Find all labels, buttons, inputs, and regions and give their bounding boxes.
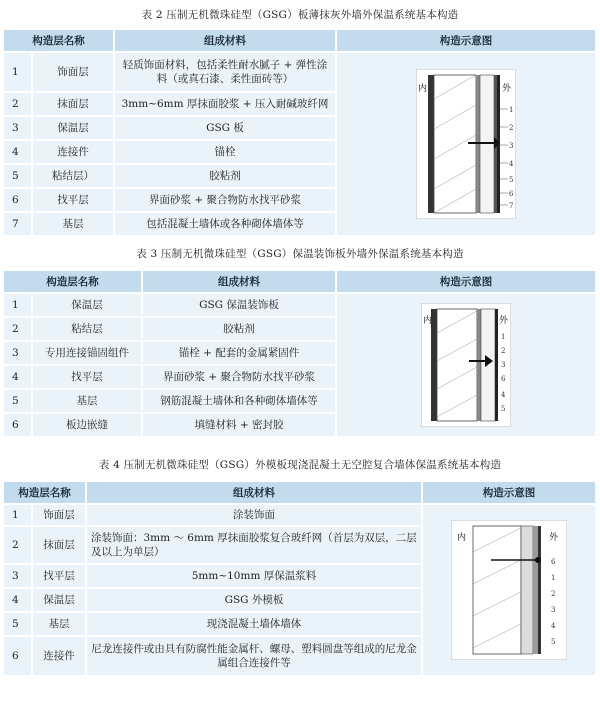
diagram-callout: 1 <box>551 574 556 582</box>
layer-material: 锚栓 <box>114 140 336 164</box>
row-number: 5 <box>4 164 32 188</box>
col-header-material: 组成材料 <box>86 482 422 504</box>
table2-caption: 表 2 压制无机微珠硅型（GSG）板薄抹灰外墙外保温系统基本构造 <box>141 9 459 21</box>
col-header-diagram: 构造示意图 <box>336 30 596 52</box>
layer-name: 抹面层 <box>32 526 86 564</box>
diagram-cell <box>422 504 596 676</box>
table3 <box>4 271 597 438</box>
table2-diagram <box>416 69 516 219</box>
layer-material: 锚栓 + 配套的金属紧固件 <box>142 341 336 365</box>
row-number: 3 <box>4 341 32 365</box>
table4 <box>4 482 597 677</box>
diagram-callout: 3 <box>551 606 556 614</box>
row-number: 7 <box>4 212 32 236</box>
diagram-callout: 5 <box>551 638 556 646</box>
layer-name: 抹面层 <box>32 92 114 116</box>
diagram-callout: 4 <box>501 391 506 399</box>
row-number: 6 <box>4 413 32 437</box>
layer-name: 基层 <box>32 389 142 413</box>
row-number: 1 <box>4 504 32 526</box>
layer-material: 涂装饰面 <box>86 504 422 526</box>
layer-name: 保温层 <box>32 588 86 612</box>
layer-material: 轻质饰面材料，包括柔性耐水腻子 + 弹性涂料（或真石漆、柔性面砖等） <box>114 52 336 92</box>
layer-material: GSG 外模板 <box>86 588 422 612</box>
layer-material: 填缝材料 + 密封胶 <box>142 413 336 437</box>
layer-material: GSG 板 <box>114 116 336 140</box>
row-number: 5 <box>4 389 32 413</box>
table3-diagram <box>421 303 511 427</box>
layer-material: 3mm~6mm 厚抹面胶浆 + 压入耐碱玻纤网 <box>114 92 336 116</box>
diagram-callout: 2 <box>551 590 556 598</box>
layer-material: 钢筋混凝土墙体和各种砌体墙体等 <box>142 389 336 413</box>
col-header-layer-name: 构造层名称 <box>4 482 86 504</box>
col-header-material: 组成材料 <box>114 30 336 52</box>
layer-material: 包括混凝土墙体或各种砌体墙体等 <box>114 212 336 236</box>
diagram-callout: 4 <box>551 622 556 630</box>
diagram-callout: 2 <box>509 124 514 132</box>
diagram-callout: 2 <box>501 347 506 355</box>
layer-name: 粘结层 <box>32 317 142 341</box>
concrete-wall <box>473 526 521 654</box>
layer-name: 连接件 <box>32 636 86 676</box>
row-number: 4 <box>4 588 32 612</box>
diagram-callout: 1 <box>509 106 514 114</box>
row-number: 2 <box>4 317 32 341</box>
layer-name: 保温层 <box>32 116 114 140</box>
insulation-board <box>481 309 495 421</box>
layer-name: 饰面层 <box>32 52 114 92</box>
diagram-callout: 3 <box>509 142 514 150</box>
diagram-cell <box>336 293 596 437</box>
col-header-layer-name: 构造层名称 <box>4 271 142 293</box>
finish-strip <box>428 75 434 213</box>
col-header-material: 组成材料 <box>142 271 336 293</box>
layer-name: 基层 <box>32 212 114 236</box>
layer-material: 界面砂浆 + 聚合物防水找平砂浆 <box>142 365 336 389</box>
table3-caption: 表 3 压制无机微珠硅型（GSG）保温装饰板外墙外保温系统基本构造 <box>136 248 464 260</box>
gsg-formwork <box>521 526 533 654</box>
table-row <box>4 293 596 317</box>
diagram-callout: 7 <box>509 202 514 210</box>
diagram-callout: 5 <box>501 405 506 413</box>
layer-name: 粘结层） <box>32 164 114 188</box>
diagram-outer-label: 外 <box>549 533 559 543</box>
layer-material: 尼龙连接件或由具有防腐性能金属杆、螺母、塑料圆盘等组成的尼龙金属组合连接件等 <box>86 636 422 676</box>
row-number: 5 <box>4 612 32 636</box>
layer-name: 基层 <box>32 612 86 636</box>
row-number: 4 <box>4 365 32 389</box>
layer-material: 胶粘剂 <box>142 317 336 341</box>
diagram-callout: 5 <box>509 176 514 184</box>
table4-caption: 表 4 压制无机微珠硅型（GSG）外模板现浇混凝土无空腔复合墙体保温系统基本构造 <box>98 459 502 471</box>
diagram-callout: 1 <box>501 333 506 341</box>
diagram-inner-label: 内 <box>423 316 433 326</box>
layer-name: 板边嵌缝 <box>32 413 142 437</box>
diagram-outer-label: 外 <box>502 84 512 94</box>
row-number: 1 <box>4 293 32 317</box>
row-number: 1 <box>4 52 32 92</box>
diagram-callout: 3 <box>501 361 506 369</box>
diagram-callout: 6 <box>509 190 514 198</box>
row-number: 2 <box>4 92 32 116</box>
diagram-cell <box>336 52 596 236</box>
row-number: 3 <box>4 116 32 140</box>
col-header-layer-name: 构造层名称 <box>4 30 114 52</box>
table-row <box>4 52 596 92</box>
base-wall <box>437 309 477 421</box>
diagram-outer-label: 外 <box>499 316 509 326</box>
table-row <box>4 504 596 526</box>
layer-material: GSG 保温装饰板 <box>142 293 336 317</box>
diagram-inner-label: 内 <box>457 533 467 543</box>
row-number: 4 <box>4 140 32 164</box>
layer-name: 找平层 <box>32 188 114 212</box>
table2 <box>4 30 597 237</box>
layer-material: 胶粘剂 <box>114 164 336 188</box>
diagram-inner-label: 内 <box>418 84 428 94</box>
row-number: 6 <box>4 188 32 212</box>
layer-material: 界面砂浆 + 聚合物防水找平砂浆 <box>114 188 336 212</box>
layer-material: 涂装饰面：3mm ～ 6mm 厚抹面胶浆复合玻纤网（首层为双层，二层及以上为单层） <box>86 526 422 564</box>
layer-name: 专用连接锚固组件 <box>32 341 142 365</box>
col-header-diagram: 构造示意图 <box>336 271 596 293</box>
layer-name: 找平层 <box>32 564 86 588</box>
row-number: 6 <box>4 636 32 676</box>
layer-material: 5mm~10mm 厚保温浆料 <box>86 564 422 588</box>
layer-name: 连接件 <box>32 140 114 164</box>
layer-name: 保温层 <box>32 293 142 317</box>
table4-diagram <box>451 520 567 660</box>
layer-name: 找平层 <box>32 365 142 389</box>
layer-name: 饰面层 <box>32 504 86 526</box>
diagram-callout: 6 <box>501 375 506 383</box>
row-number: 2 <box>4 526 32 564</box>
diagram-callout: 6 <box>551 558 556 566</box>
row-number: 3 <box>4 564 32 588</box>
col-header-diagram: 构造示意图 <box>422 482 596 504</box>
layer-material: 现浇混凝土墙体墙体 <box>86 612 422 636</box>
diagram-callout: 4 <box>509 160 514 168</box>
